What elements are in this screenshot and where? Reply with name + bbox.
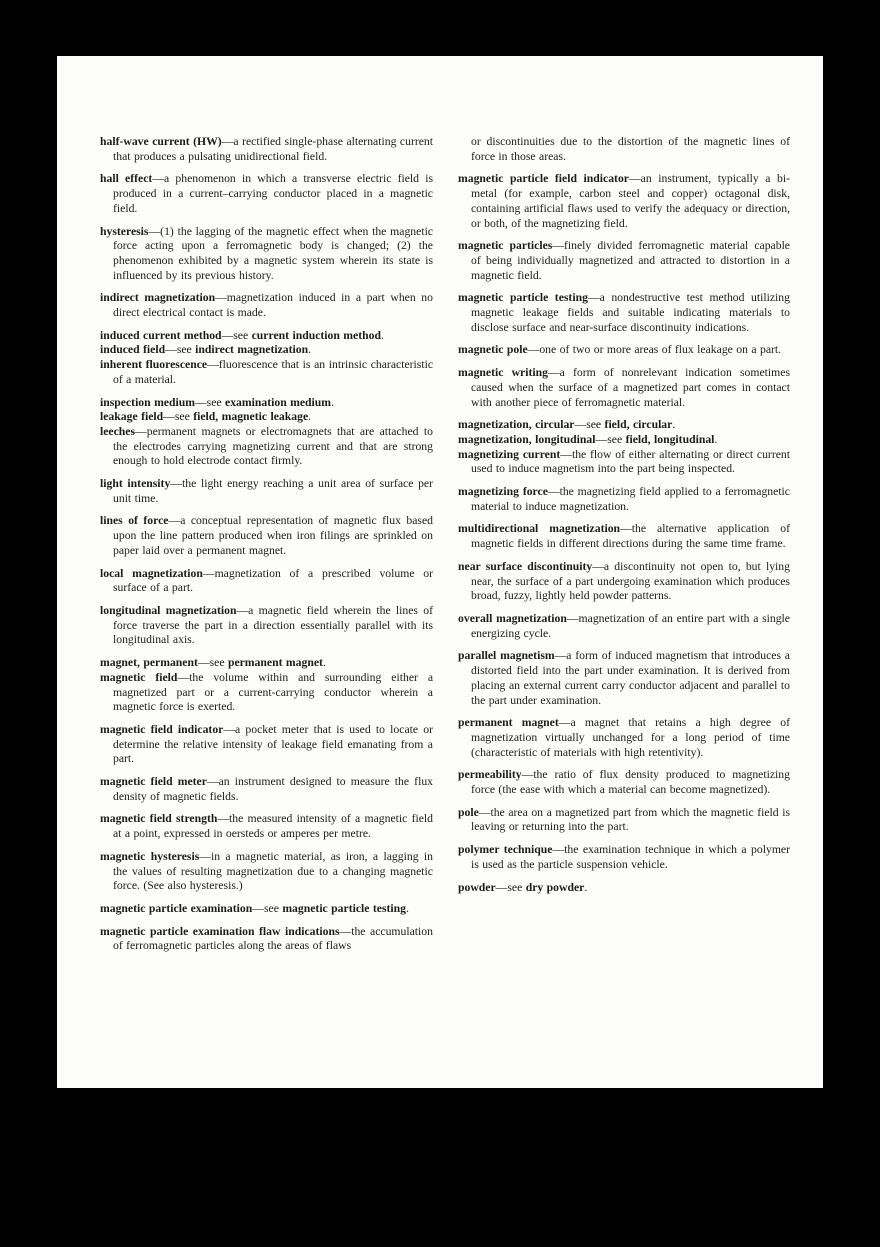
glossary-term: permanent magnet <box>458 716 559 730</box>
glossary-entry: leeches—permanent magnets or electromagnets that are attached to the electrodes carrying magnetizing current and that are strong enough to hold electrode contact firmly. <box>100 424 433 468</box>
glossary-term: magnetic field strength <box>100 812 218 826</box>
glossary-term: magnetic particle field indicator <box>458 172 629 186</box>
glossary-term: powder <box>458 880 496 894</box>
glossary-entry: magnetic particle testing—a nondestructive test method utilizing magnetic leakage fields and suitable indicating materials to disclose surface and near-surface discontinuity indications. <box>458 291 790 334</box>
glossary-term: magnetization, longitudinal <box>458 432 596 446</box>
glossary-entry: magnetic field strength—the measured intensity of a magnetic field at a point, expressed in oersteds or amperes per metre. <box>100 812 433 841</box>
glossary-entry: lines of force—a conceptual representation of magnetic flux based upon the line pattern produced when iron filings are sprinkled on paper laid over a permanent magnet. <box>100 514 434 557</box>
glossary-entry: light intensity—the light energy reaching a unit area of surface per unit time. <box>100 477 434 505</box>
glossary-entry: magnetizing current—the flow of either alternating or direct current used to induce magnetism into the part being inspected. <box>458 447 790 476</box>
glossary-term: indirect magnetization <box>100 291 216 305</box>
glossary-term: hall effect <box>100 172 153 186</box>
glossary-entry: magnetizing force—the magnetizing field applied to a ferromagnetic material to induce magnetization. <box>458 485 790 513</box>
glossary-entry: pole—the area on a magnetized part from which the magnetic field is leaving or returning into the part. <box>458 805 790 834</box>
glossary-entry: induced field—see indirect magnetization. <box>100 343 312 357</box>
glossary-entry: indirect magnetization—magnetization induced in a part when no direct electrical contact is made. <box>100 291 433 320</box>
glossary-entry: multidirectional magnetization—the alternative application of magnetic fields in different directions during the same time frame. <box>458 522 790 551</box>
glossary-entry: longitudinal magnetization—a magnetic field wherein the lines of force traverse the part in a direction essentially parallel with its longitudinal axis. <box>100 603 434 647</box>
glossary-column <box>458 135 790 954</box>
glossary-entry: local magnetization—magnetization of a prescribed volume or surface of a part. <box>100 566 434 595</box>
glossary-entry: magnetic particles—finely divided ferromagnetic material capable of being individually magnetized and attracted to distortion in a magnetic field. <box>458 239 790 282</box>
glossary-entry: permeability—the ratio of flux density produced to magnetizing force (the ease with which a material can become magnetized). <box>458 768 790 797</box>
glossary-see-reference: field, magnetic leakage <box>193 410 309 424</box>
glossary-see-reference: examination medium <box>225 395 332 409</box>
glossary-term: magnet, permanent <box>100 656 198 670</box>
glossary-term: magnetic particle examination <box>100 901 253 915</box>
glossary-entry: parallel magnetism—a form of induced magnetism that introduces a distorted field into the part under examination. It is derived from placing an external current carry conductor adjacent and parallel to the part under examination. <box>458 649 790 707</box>
glossary-term: magnetic particle testing <box>458 291 588 305</box>
glossary-term: magnetic hysteresis <box>100 849 200 863</box>
glossary-see-reference: field, circular <box>604 418 673 432</box>
glossary-term: near surface discontinuity <box>458 559 593 573</box>
glossary-term: magnetic writing <box>458 366 548 380</box>
glossary-term: induced current method <box>100 328 222 342</box>
glossary-column <box>100 135 433 954</box>
glossary-content <box>100 135 790 954</box>
glossary-entry: magnetization, longitudinal—see field, longitudinal. <box>458 432 718 446</box>
glossary-entry: induced current method—see current induction method. <box>100 328 384 342</box>
glossary-term: lines of force <box>100 514 169 528</box>
glossary-see-reference: field, longitudinal <box>625 432 715 446</box>
glossary-entry: magnetic field—the volume within and surrounding either a magnetized part or a current-carrying conductor wherein a magnetic force is exerted. <box>100 670 434 714</box>
document-page <box>57 56 823 1088</box>
glossary-see-reference: current induction method <box>251 328 381 342</box>
glossary-entry: overall magnetization—magnetization of an entire part with a single energizing cycle. <box>458 611 790 640</box>
glossary-term: leeches <box>100 424 136 438</box>
glossary-entry: magnetic hysteresis—in a magnetic material, as iron, a lagging in the values of resulting magnetization due to a changing magnetic force. (See also hysteresis.) <box>100 849 433 893</box>
glossary-see-reference: indirect magnetization <box>195 343 309 357</box>
glossary-entry: hysteresis—(1) the lagging of the magnetic effect when the magnetic force acting upon a ferromagnetic body is changed; (2) the phenomenon exhibited by a magnetic system wherein its state is influenced by its previous history. <box>100 224 433 282</box>
glossary-entry: magnetic particle examination flaw indications—the accumulation of ferromagnetic particles along the areas of flaws <box>100 924 433 953</box>
glossary-entry: magnetic pole—one of two or more areas of flux leakage on a part. <box>458 343 782 357</box>
glossary-entry: near surface discontinuity—a discontinuity not open to, but lying near, the surface of a part undergoing examination which produces broad, fuzzy, lightly held powder patterns. <box>458 559 790 603</box>
glossary-entry: hall effect—a phenomenon in which a transverse electric field is produced in a current–carrying conductor placed in a magnetic field. <box>100 172 434 215</box>
glossary-term: parallel magnetism <box>458 649 555 663</box>
glossary-term: induced field <box>100 343 166 357</box>
glossary-term: magnetic field indicator <box>100 722 224 736</box>
glossary-term: multidirectional magnetization <box>458 522 621 536</box>
glossary-term: magnetizing force <box>458 485 548 499</box>
glossary-term: overall magnetization <box>458 611 567 625</box>
glossary-term: polymer technique <box>458 843 553 857</box>
glossary-entry: magnetization, circular—see field, circular. <box>458 418 676 432</box>
glossary-entry: inherent fluorescence—fluorescence that is an intrinsic characteristic of a material. <box>100 358 434 386</box>
glossary-term: half-wave current (HW) <box>100 135 222 148</box>
glossary-entry: polymer technique—the examination technique in which a polymer is used as the particle suspension vehicle. <box>458 843 790 871</box>
glossary-entry: magnetic field meter—an instrument designed to measure the flux density of magnetic fields. <box>100 775 434 803</box>
glossary-term: magnetizing current <box>458 447 561 461</box>
glossary-see-reference: magnetic particle testing <box>282 901 406 915</box>
glossary-see-reference: permanent magnet <box>227 656 323 670</box>
glossary-entry: magnetic field indicator—a pocket meter that is used to locate or determine the relative intensity of leakage field emanating from a part. <box>100 722 434 766</box>
glossary-see-reference: dry powder <box>525 880 585 894</box>
glossary-term: magnetic field <box>100 670 178 684</box>
glossary-term: magnetic particle examination flaw indications <box>100 924 340 938</box>
glossary-entry: inspection medium—see examination medium. <box>100 395 334 409</box>
glossary-continuation: or discontinuities due to the distortion of the magnetic lines of force in those areas. <box>471 135 790 163</box>
glossary-term: local magnetization <box>100 566 203 580</box>
glossary-entry: magnetic particle examination—see magnetic particle testing. <box>100 901 409 915</box>
glossary-term: longitudinal magnetization <box>100 603 237 617</box>
glossary-term: hysteresis <box>100 224 149 238</box>
glossary-term: inherent fluorescence <box>100 358 208 372</box>
glossary-term: magnetization, circular <box>458 418 575 432</box>
glossary-entry: magnetic writing—a form of nonrelevant indication sometimes caused when the surface of a magnetized part comes in contact with another piece of ferromagnetic material. <box>458 366 791 409</box>
glossary-entry: magnet, permanent—see permanent magnet. <box>100 656 326 670</box>
glossary-term: magnetic pole <box>458 343 528 357</box>
glossary-term: leakage field <box>100 410 164 424</box>
glossary-entry: leakage field—see field, magnetic leakage. <box>100 410 312 424</box>
glossary-term: permeability <box>458 768 522 782</box>
glossary-term: light intensity <box>100 477 171 491</box>
glossary-term: magnetic field meter <box>100 775 207 789</box>
glossary-term: magnetic particles <box>458 239 553 253</box>
glossary-entry: magnetic particle field indicator—an instrument, typically a bi-metal (for example, carbon steel and copper) octagonal disk, containing artificial flaws used to verify the adequacy or direction, or both, of the magnetizing field. <box>458 172 790 230</box>
glossary-entry: half-wave current (HW)—a rectified single-phase alternating current that produces a pulsating unidirectional field. <box>100 135 434 163</box>
glossary-term: inspection medium <box>100 395 195 409</box>
glossary-entry: powder—see dry powder. <box>458 880 588 894</box>
glossary-entry: permanent magnet—a magnet that retains a high degree of magnetization virtually unchanged for a long period of time (characteristic of materials with high retentivity). <box>458 716 790 759</box>
glossary-term: pole <box>458 805 479 819</box>
